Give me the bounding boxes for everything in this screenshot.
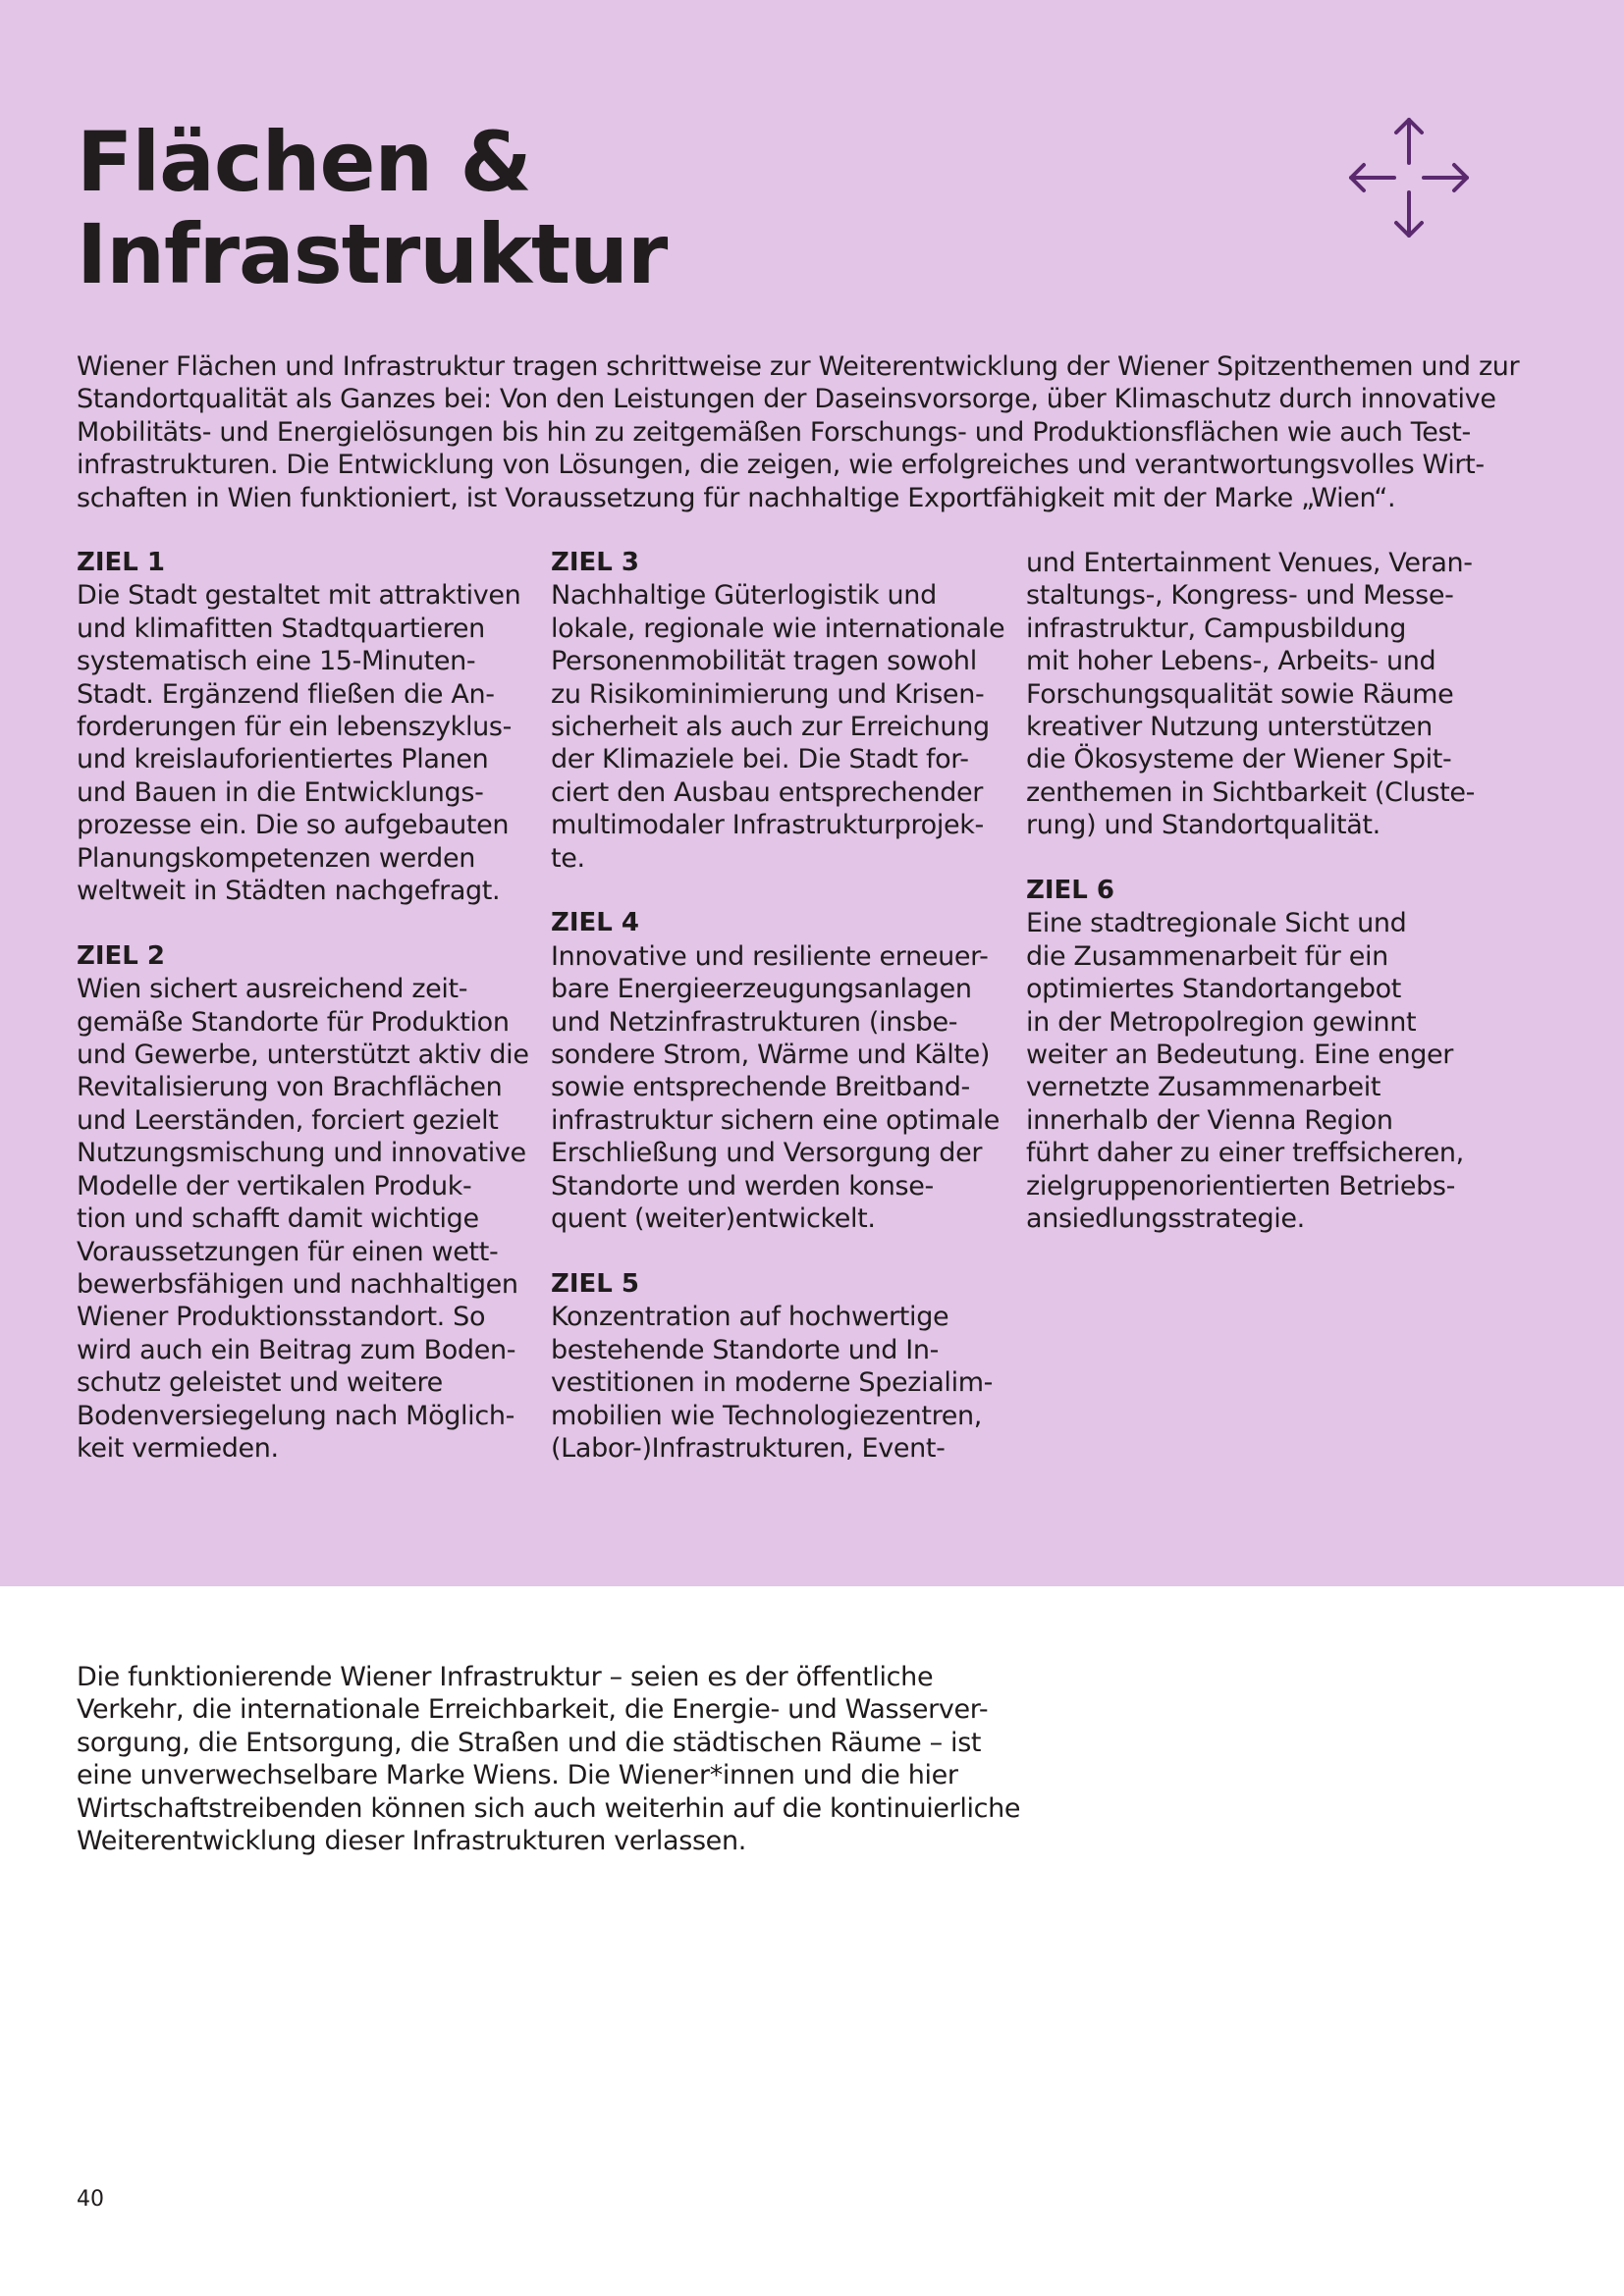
goal-line: die Ökosysteme der Wiener Spit- [1026,744,1452,775]
goal-line: infrastruktur, Campusbildung [1026,613,1407,644]
goal-line: mobilien wie Technologiezentren, [551,1400,983,1431]
goal-line: quent (weiter)entwickelt. [551,1203,876,1235]
goal-line: in der Metropolregion gewinnt [1026,1006,1417,1038]
goal-line: zenthemen in Sichtbarkeit (Cluste- [1026,776,1476,808]
goal-line: sowie entsprechende Breitband- [551,1072,970,1103]
goal-1-label: ZIEL 1 [77,548,165,577]
goal-line: und Gewerbe, unterstützt aktiv die [77,1040,529,1071]
goal-line: führt daher zu einer treffsicheren, [1026,1138,1464,1169]
goals-column-3 [1026,547,1478,1268]
goal-line: staltungs-, Kongress- und Messe- [1026,580,1454,612]
goal-line: zielgruppenorientierten Betriebs- [1026,1170,1456,1201]
goal-5-continued-text [1026,547,1478,842]
goal-line: Konzentration auf hochwertige [551,1302,949,1333]
goal-line: Modelle der vertikalen Produk- [77,1170,472,1201]
goal-5-text [551,1301,993,1465]
page-title-line-2: Infrastruktur [77,206,668,302]
goal-line: Bodenversiegelung nach Möglich- [77,1400,514,1431]
goal-2 [77,940,529,1466]
page-number: 40 [77,2187,104,2212]
goal-line: Planungskompetenzen werden [77,842,475,874]
footer-line: eine unverwechselbare Marke Wiens. Die Wiener*innen und die hier [77,1760,958,1791]
goal-line: und Netzinfrastrukturen (insbe- [551,1006,958,1038]
footer-line: Die funktionierende Wiener Infrastruktur – seien es der öffentliche [77,1662,934,1692]
page-title [77,116,667,300]
goal-line: schutz geleistet und weitere [77,1367,443,1399]
goal-line: und Entertainment Venues, Veran- [1026,548,1473,578]
goal-line: rung) und Standortqualität. [1026,810,1380,841]
goal-line: sicherheit als auch zur Erreichung [551,712,990,743]
goal-line: tion und schafft damit wichtige [77,1203,479,1235]
goal-line: wird auch ein Beitrag zum Boden- [77,1334,516,1365]
goal-2-text [77,973,529,1465]
goal-line: keit vermieden. [77,1432,279,1464]
goal-line: bewerbsfähigen und nachhaltigen [77,1268,518,1300]
goal-line: Standorte und werden konse- [551,1170,934,1201]
goal-4 [551,907,1000,1235]
goal-line: Wiener Produktionsstandort. So [77,1302,486,1333]
goal-line: Wien sichert ausreichend zeit- [77,974,468,1005]
goal-line: te. [551,842,585,874]
footer-line: Weiterentwicklung dieser Infrastrukturen verlassen. [77,1826,746,1857]
goal-line: lokale, regionale wie internationale [551,613,1005,644]
goal-5-continued [1026,547,1478,842]
goal-3-text [551,579,1005,875]
goal-2-label: ZIEL 2 [77,940,165,971]
goal-line: Forschungsqualität sowie Räume [1026,678,1454,710]
goal-line: systematisch eine 15-Minuten- [77,646,476,677]
goal-1-text [77,579,521,907]
goal-line: infrastruktur sichern eine optimale [551,1104,1000,1136]
goal-6-text [1026,907,1478,1235]
goals-column-2 [551,547,1005,1498]
goal-4-label: ZIEL 4 [551,908,639,938]
goal-line: vestitionen in moderne Spezialim- [551,1367,994,1399]
goal-line: multimodaler Infrastrukturprojek- [551,810,984,841]
intro-line: Wiener Flächen und Infrastruktur tragen schrittweise zur Weiterentwicklung der Wiener Spitzenthemen und zur [77,351,1520,382]
intro-paragraph [77,350,1520,514]
goal-line: innerhalb der Vienna Region [1026,1104,1393,1136]
goal-line: die Zusammenarbeit für ein [1026,940,1388,972]
goal-line: kreativer Nutzung unterstützen [1026,712,1433,743]
goal-line: (Labor-)Infrastrukturen, Event- [551,1432,946,1464]
goal-line: mit hoher Lebens-, Arbeits- und [1026,646,1436,677]
goal-line: optimiertes Standortangebot [1026,974,1402,1005]
four-direction-arrows-icon [1345,114,1473,241]
goal-line: Revitalisierung von Brachflächen [77,1072,503,1103]
intro-line: Mobilitäts- und Energielösungen bis hin zu zeitgemäßen Forschungs- und Produktionsflächen wie auch Test- [77,416,1471,448]
goal-line: weiter an Bedeutung. Eine enger [1026,1040,1454,1071]
footer-paragraph [77,1661,1058,1857]
goal-line: der Klimaziele bei. Die Stadt for- [551,744,969,775]
goal-line: Voraussetzungen für einen wett- [77,1236,499,1267]
intro-line: infrastrukturen. Die Entwicklung von Lösungen, die zeigen, wie erfolgreiches und verantwortungsvolles Wirt- [77,450,1485,481]
goal-line: zu Risikominimierung und Krisen- [551,678,985,710]
footer-line: sorgung, die Entsorgung, die Straßen und die städtischen Räume – ist [77,1727,982,1758]
goal-1 [77,547,521,907]
goal-line: Erschließung und Versorgung der [551,1138,983,1169]
goal-line: Eine stadtregionale Sicht und [1026,908,1407,939]
goal-3 [551,547,1005,875]
goal-line: forderungen für ein lebenszyklus- [77,712,512,743]
goal-line: Nutzungsmischung und innovative [77,1138,526,1169]
goal-6-label: ZIEL 6 [1026,876,1114,906]
goal-line: bare Energieerzeugungsanlagen [551,974,972,1005]
goal-line: und kreislauforientiertes Planen [77,744,489,775]
goal-line: ansiedlungsstrategie. [1026,1203,1305,1235]
intro-line: Standortqualität als Ganzes bei: Von den Leistungen der Daseinsvorsorge, über Klimaschutz durch innovative [77,384,1496,415]
goal-line: und Leerständen, forciert gezielt [77,1104,499,1136]
goal-line: und klimafitten Stadtquartieren [77,613,485,644]
goal-line: vernetzte Zusammenarbeit [1026,1072,1381,1103]
goal-line: Die Stadt gestaltet mit attraktiven [77,580,521,612]
footer-line: Wirtschaftstreibenden können sich auch weiterhin auf die kontinuierliche [77,1792,1021,1824]
goal-line: ciert den Ausbau entsprechender [551,776,984,808]
intro-line: schaften in Wien funktioniert, ist Voraussetzung für nachhaltige Exportfähigkeit mit der Marke „Wien“. [77,482,1396,513]
goal-5 [551,1268,993,1465]
goal-line: prozesse ein. Die so aufgebauten [77,810,510,841]
goal-line: und Bauen in die Entwicklungs- [77,776,484,808]
goal-line: Stadt. Ergänzend fließen die An- [77,678,495,710]
goal-line: Personenmobilität tragen sowohl [551,646,977,677]
page-title-line-1: Flächen & [77,114,531,210]
goals-column-1 [77,547,529,1498]
goal-line: Innovative und resiliente erneuer- [551,940,989,972]
goal-line: bestehende Standorte und In- [551,1334,940,1365]
goal-3-label: ZIEL 3 [551,548,639,577]
goal-6 [1026,875,1478,1235]
footer-line: Verkehr, die internationale Erreichbarkeit, die Energie- und Wasserver- [77,1694,989,1726]
goal-line: Nachhaltige Güterlogistik und [551,580,937,612]
goal-line: sondere Strom, Wärme und Kälte) [551,1040,991,1071]
goal-5-label: ZIEL 5 [551,1268,639,1299]
goal-line: weltweit in Städten nachgefragt. [77,876,501,907]
goal-line: gemäße Standorte für Produktion [77,1006,510,1038]
goal-4-text [551,940,1000,1236]
